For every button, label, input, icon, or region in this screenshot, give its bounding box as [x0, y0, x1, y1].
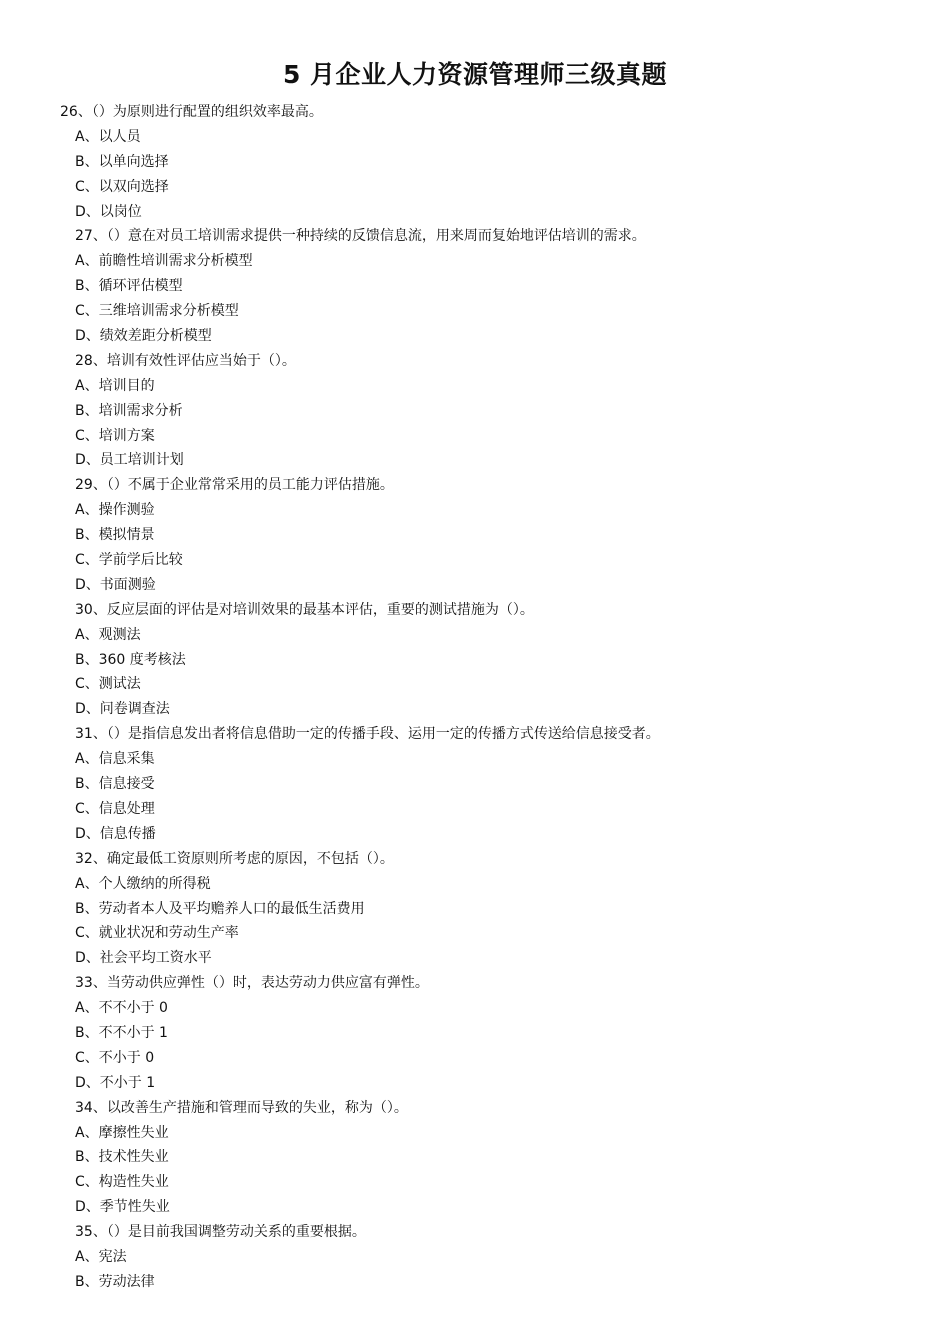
- answer-option: C、构造性失业: [75, 1174, 169, 1191]
- answer-option: A、个人缴纳的所得税: [75, 875, 211, 892]
- answer-option: D、员工培训计划: [75, 452, 184, 469]
- answer-option: B、以单向选择: [75, 153, 169, 170]
- answer-option: C、信息处理: [75, 800, 155, 817]
- answer-option: D、以岗位: [75, 203, 142, 220]
- answer-option: D、信息传播: [75, 825, 156, 842]
- answer-option: C、三维培训需求分析模型: [75, 303, 239, 320]
- question-text: 29、（）不属于企业常常采用的员工能力评估措施。: [75, 477, 394, 494]
- question-text: 34、以改善生产措施和管理而导致的失业，称为（）。: [75, 1099, 408, 1116]
- answer-option: A、前瞻性培训需求分析模型: [75, 253, 253, 270]
- answer-option: B、技术性失业: [75, 1149, 169, 1166]
- answer-option: B、360 度考核法: [75, 651, 186, 668]
- answer-option: D、社会平均工资水平: [75, 950, 212, 967]
- question-list: [0, 100, 950, 1295]
- answer-option: C、学前学后比较: [75, 552, 183, 569]
- answer-option: D、书面测验: [75, 576, 156, 593]
- question-text: 33、当劳动供应弹性（）时，表达劳动力供应富有弹性。: [75, 975, 429, 992]
- answer-option: C、以双向选择: [75, 178, 169, 195]
- page-title: 5 月企业人力资源管理师三级真题: [282, 60, 668, 89]
- answer-option: D、季节性失业: [75, 1199, 170, 1216]
- question-text: 28、培训有效性评估应当始于（）。: [75, 352, 296, 369]
- answer-option: B、不不小于 1: [75, 1024, 168, 1041]
- answer-option: B、劳动者本人及平均赡养人口的最低生活费用: [75, 900, 365, 917]
- answer-option: C、测试法: [75, 676, 141, 693]
- answer-option: A、信息采集: [75, 751, 155, 768]
- answer-option: D、绩效差距分析模型: [75, 328, 212, 345]
- answer-option: A、以人员: [75, 128, 141, 145]
- answer-option: A、操作测验: [75, 502, 155, 519]
- answer-option: C、就业状况和劳动生产率: [75, 925, 239, 942]
- question-text: 27、（）意在对员工培训需求提供一种持续的反馈信息流，用来周而复始地评估培训的需求。: [75, 228, 646, 245]
- answer-option: C、不小于 0: [75, 1049, 155, 1066]
- answer-option: B、劳动法律: [75, 1273, 155, 1290]
- answer-option: A、摩擦性失业: [75, 1124, 169, 1141]
- question-text: 32、确定最低工资原则所考虑的原因，不包括（）。: [75, 850, 394, 867]
- question-text: 26、（）为原则进行配置的组织效率最高。: [60, 104, 323, 120]
- question-text: 31、（）是指信息发出者将信息借助一定的传播手段、运用一定的传播方式传送给信息接受者。: [75, 726, 660, 743]
- answer-option: B、培训需求分析: [75, 402, 183, 419]
- answer-option: B、循环评估模型: [75, 278, 183, 295]
- answer-option: A、不不小于 0: [75, 1000, 168, 1017]
- answer-option: A、宪法: [75, 1248, 127, 1265]
- answer-option: B、信息接受: [75, 776, 155, 793]
- answer-option: C、培训方案: [75, 427, 155, 444]
- answer-option: A、观测法: [75, 626, 141, 643]
- answer-option: A、培训目的: [75, 377, 155, 394]
- answer-option: B、模拟情景: [75, 527, 155, 544]
- answer-option: D、问卷调查法: [75, 701, 170, 718]
- question-text: 35、（）是目前我国调整劳动关系的重要根据。: [75, 1224, 366, 1241]
- answer-option: D、不小于 1: [75, 1074, 156, 1091]
- question-text: 30、反应层面的评估是对培训效果的最基本评估，重要的测试措施为（）。: [75, 601, 534, 618]
